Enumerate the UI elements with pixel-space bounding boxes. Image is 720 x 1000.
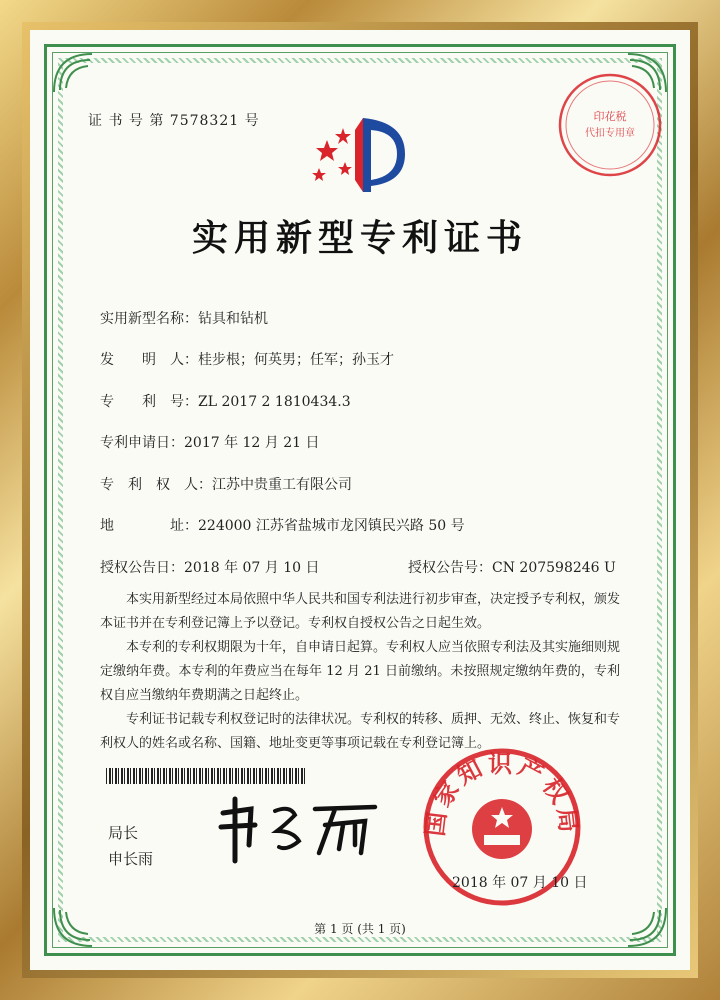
svg-text:国家知识产权局: 国家知识产权局	[420, 748, 585, 838]
certificate-number: 证 书 号 第 7578321 号	[88, 113, 260, 129]
paragraph-1: 本实用新型经过本局依照中华人民共和国专利法进行初步审查，决定授予专利权，颁发本证书并在专利登记簿上予以登记。专利权自授权公告之日起生效。	[100, 592, 621, 631]
field-announce-date: 授权公告日：2018 年 07 月 10 日	[100, 560, 320, 576]
patent-office-logo-icon	[305, 110, 415, 200]
director-name: 申长雨	[108, 850, 154, 868]
page-number: 第 1 页 (共 1 页)	[314, 922, 406, 936]
corner-ornament-icon	[50, 50, 96, 96]
field-inventors: 发 明 人：桂步根；何英男；任军；孙玉才	[100, 352, 394, 368]
field-patent-number: 专 利 号：ZL 2017 2 1810434.3	[100, 394, 351, 410]
tax-seal-stamp	[555, 70, 665, 180]
svg-text:代扣专用章: 代扣专用章	[585, 128, 635, 139]
field-application-date: 专利申请日：2017 年 12 月 21 日	[100, 435, 320, 451]
field-announce-number: 授权公告号：CN 207598246 U	[408, 560, 616, 576]
barcode	[106, 768, 306, 784]
field-patentee: 专 利 权 人：江苏中贵重工有限公司	[100, 477, 352, 493]
paragraph-2: 本专利的专利权期限为十年，自申请日起算。专利权人应当依照专利法及其实施细则规定缴纳年费。本专利的年费应当在每年 12 月 21 日前缴纳。未按照规定缴纳年费的，专利权自应当缴纳年费期满之日起终止。	[100, 640, 621, 703]
field-utility-model-name: 实用新型名称：钻具和钻机	[100, 311, 268, 327]
svg-text:印花税: 印花税	[593, 110, 627, 123]
field-address: 地 址：224000 江苏省盐城市龙冈镇民兴路 50 号	[100, 518, 465, 534]
seal-date: 2018 年 07 月 10 日	[452, 875, 588, 891]
certificate-title: 实用新型专利证书	[191, 217, 528, 259]
director-title: 局长	[108, 824, 139, 842]
director-signature	[215, 795, 385, 865]
paragraph-3: 专利证书记载专利权登记时的法律状况。专利权的转移、质押、无效、终止、恢复和专利权人的姓名或名称、国籍、地址变更等事项记载在专利登记簿上。	[100, 712, 621, 751]
